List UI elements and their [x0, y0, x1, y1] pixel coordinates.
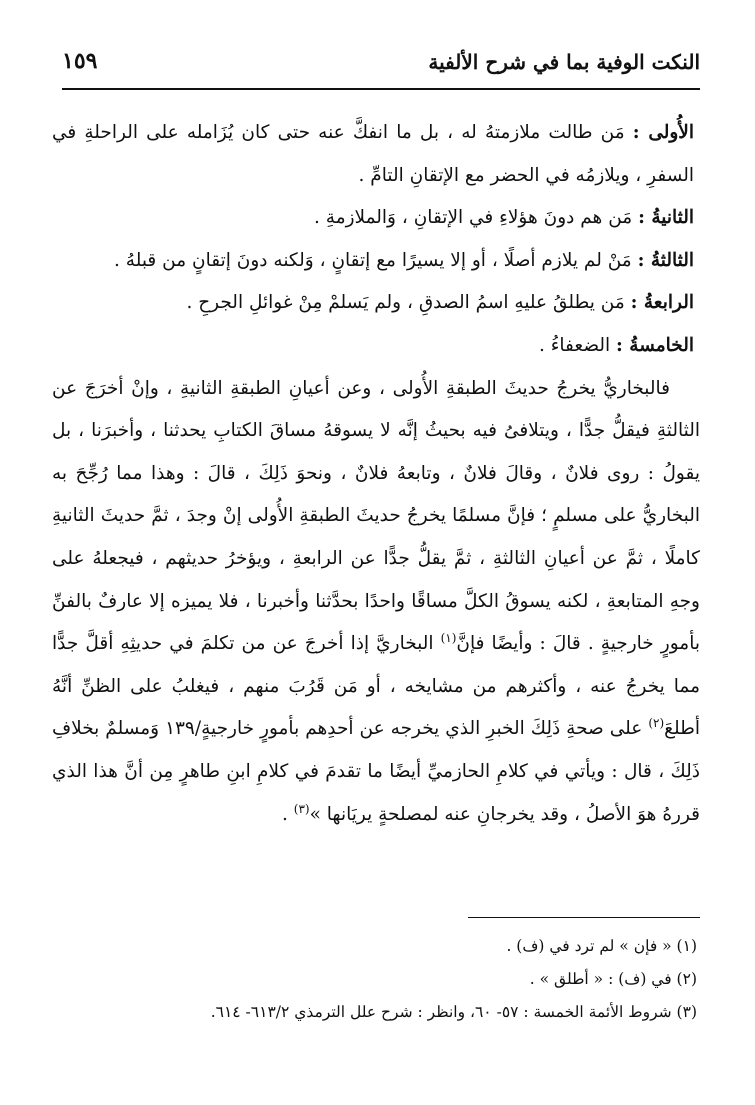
level-text: مَن يطلقُ عليهِ اسمُ الصدقِ ، ولم يَسلمْ مِنْ غوائلِ الجرحِ . — [186, 292, 631, 314]
level-term: الثانيةُ : — [638, 207, 694, 229]
footnote-ref-2[interactable]: (٢) — [648, 716, 665, 731]
paragraph-part-3: على صحةِ ذَلِكَ الخبرِ الذي يخرجه عن أحدِهم بأمورٍ خارجيةٍ/١٣٩ وَمسلمٌ بخلافِ ذَلِكَ ، قال : ويأتي في كلامِ الحازميِّ أيضًا ما تقدمَ في كلامِ ابنِ طاهرٍ مِن أنَّ هذا الذي قررهُ هوَ الأصلُ ، وقد يخرجانِ عنه لمصلحةٍ يريَانها » — [52, 718, 700, 825]
level-third — [52, 240, 700, 283]
footnote-separator — [468, 917, 700, 918]
level-term: الرابعةُ : — [630, 292, 694, 314]
page-number: ١٥٩ — [62, 48, 98, 74]
paragraph-part-1: فالبخاريُّ يخرجُ حديثَ الطبقةِ الأُولى ، وعن أعيانِ الطبقةِ الثانيةِ ، وإنْ أخرَجَ عن الثالثةِ فيقلُّ جدًّا ، ويتلافىُ فيه بحيثُ إنَّه لا يسوقهُ مساقَ الكتابِ يحدثنا ، وأخبرَنا ، بل يقولُ : روى فلانٌ ، وقالَ فلانٌ ، وتابعهُ فلانٌ ، ونحوَ ذَلِكَ ، قالَ : وهذا مما رُجِّحَ به البخاريُّ على مسلمٍ ؛ فإنَّ مسلمًا يخرجُ حديثَ الطبقةِ الأُولى إنْ وجدَ ، ثمَّ حديثَ الثانيةِ كاملًا ، ثمَّ عن أعيانِ الثالثةِ ، ثمَّ يقلُّ جدًّا عن الرابعةِ ، ويؤخرُ حديثهم ، فيجعلهُ على وجهِ المتابعةِ ، لكنه يسوقُ الكلَّ مساقًا واحدًا بحدَّثنا وأخبرنا ، فلا يميزه إلا عارفٌ بالفنِّ بأمورٍ خارجيةٍ . قالَ : وأيضًا فإنَّ — [52, 377, 700, 655]
footnote-ref-1[interactable]: (١) — [440, 630, 457, 645]
level-first — [52, 112, 700, 197]
level-text: مَنْ لم يلازم أصلًا ، أو إلا يسيرًا مع إتقانٍ ، وَلكنه دونَ إتقانٍ من قبلهُ . — [114, 249, 638, 271]
level-fourth — [52, 282, 700, 325]
running-header — [62, 44, 700, 90]
level-text: الضعفاءُ . — [538, 334, 617, 356]
footnote-3: (٣) شروط الأئمة الخمسة : ٥٧- ٦٠، وانظر : شرح علل الترمذي ٦١٣/٢- ٦١٤. — [210, 1003, 697, 1021]
footnote-2: (٢) في (ف) : « أطلق » . — [529, 970, 697, 988]
main-paragraph — [52, 368, 700, 837]
footnote-ref-3[interactable]: (٣) — [293, 801, 310, 816]
level-second — [52, 197, 700, 240]
paragraph-end: . — [281, 803, 294, 825]
footnotes — [52, 930, 697, 1029]
main-text — [52, 112, 700, 836]
header-title: النكت الوفية بما في شرح الألفية — [428, 50, 700, 74]
paragraph-part-2: البخاريَّ إذا أخرجَ عن من تكلمَ في حديثِهِ أقلَّ جدًّا مما يخرجُ عنه ، وأكثرهم من مشايخه ، أو مَن قَرُبَ منهم ، فيغلبُ على الظنِّ أنَّهُ أطلعَ — [52, 633, 700, 740]
footnote-1: (١) « فإن » لم ترد في (ف) . — [506, 937, 697, 955]
level-term: الأُولى : — [632, 122, 694, 143]
level-fifth — [52, 325, 700, 368]
level-text: مَن طالت ملازمتهُ له ، بل ما انفكَّ عنه حتى كان يُزَامله على الراحلةِ في السفرِ ، ويلازمُه في الحضر مع الإتقانِ التامِّ . — [52, 122, 694, 186]
level-term: الخامسةُ : — [616, 334, 694, 356]
level-term: الثالثةُ : — [637, 249, 694, 271]
level-text: مَن هم دونَ هؤلاءِ في الإتقانِ ، وَالملازمةِ . — [314, 207, 639, 229]
